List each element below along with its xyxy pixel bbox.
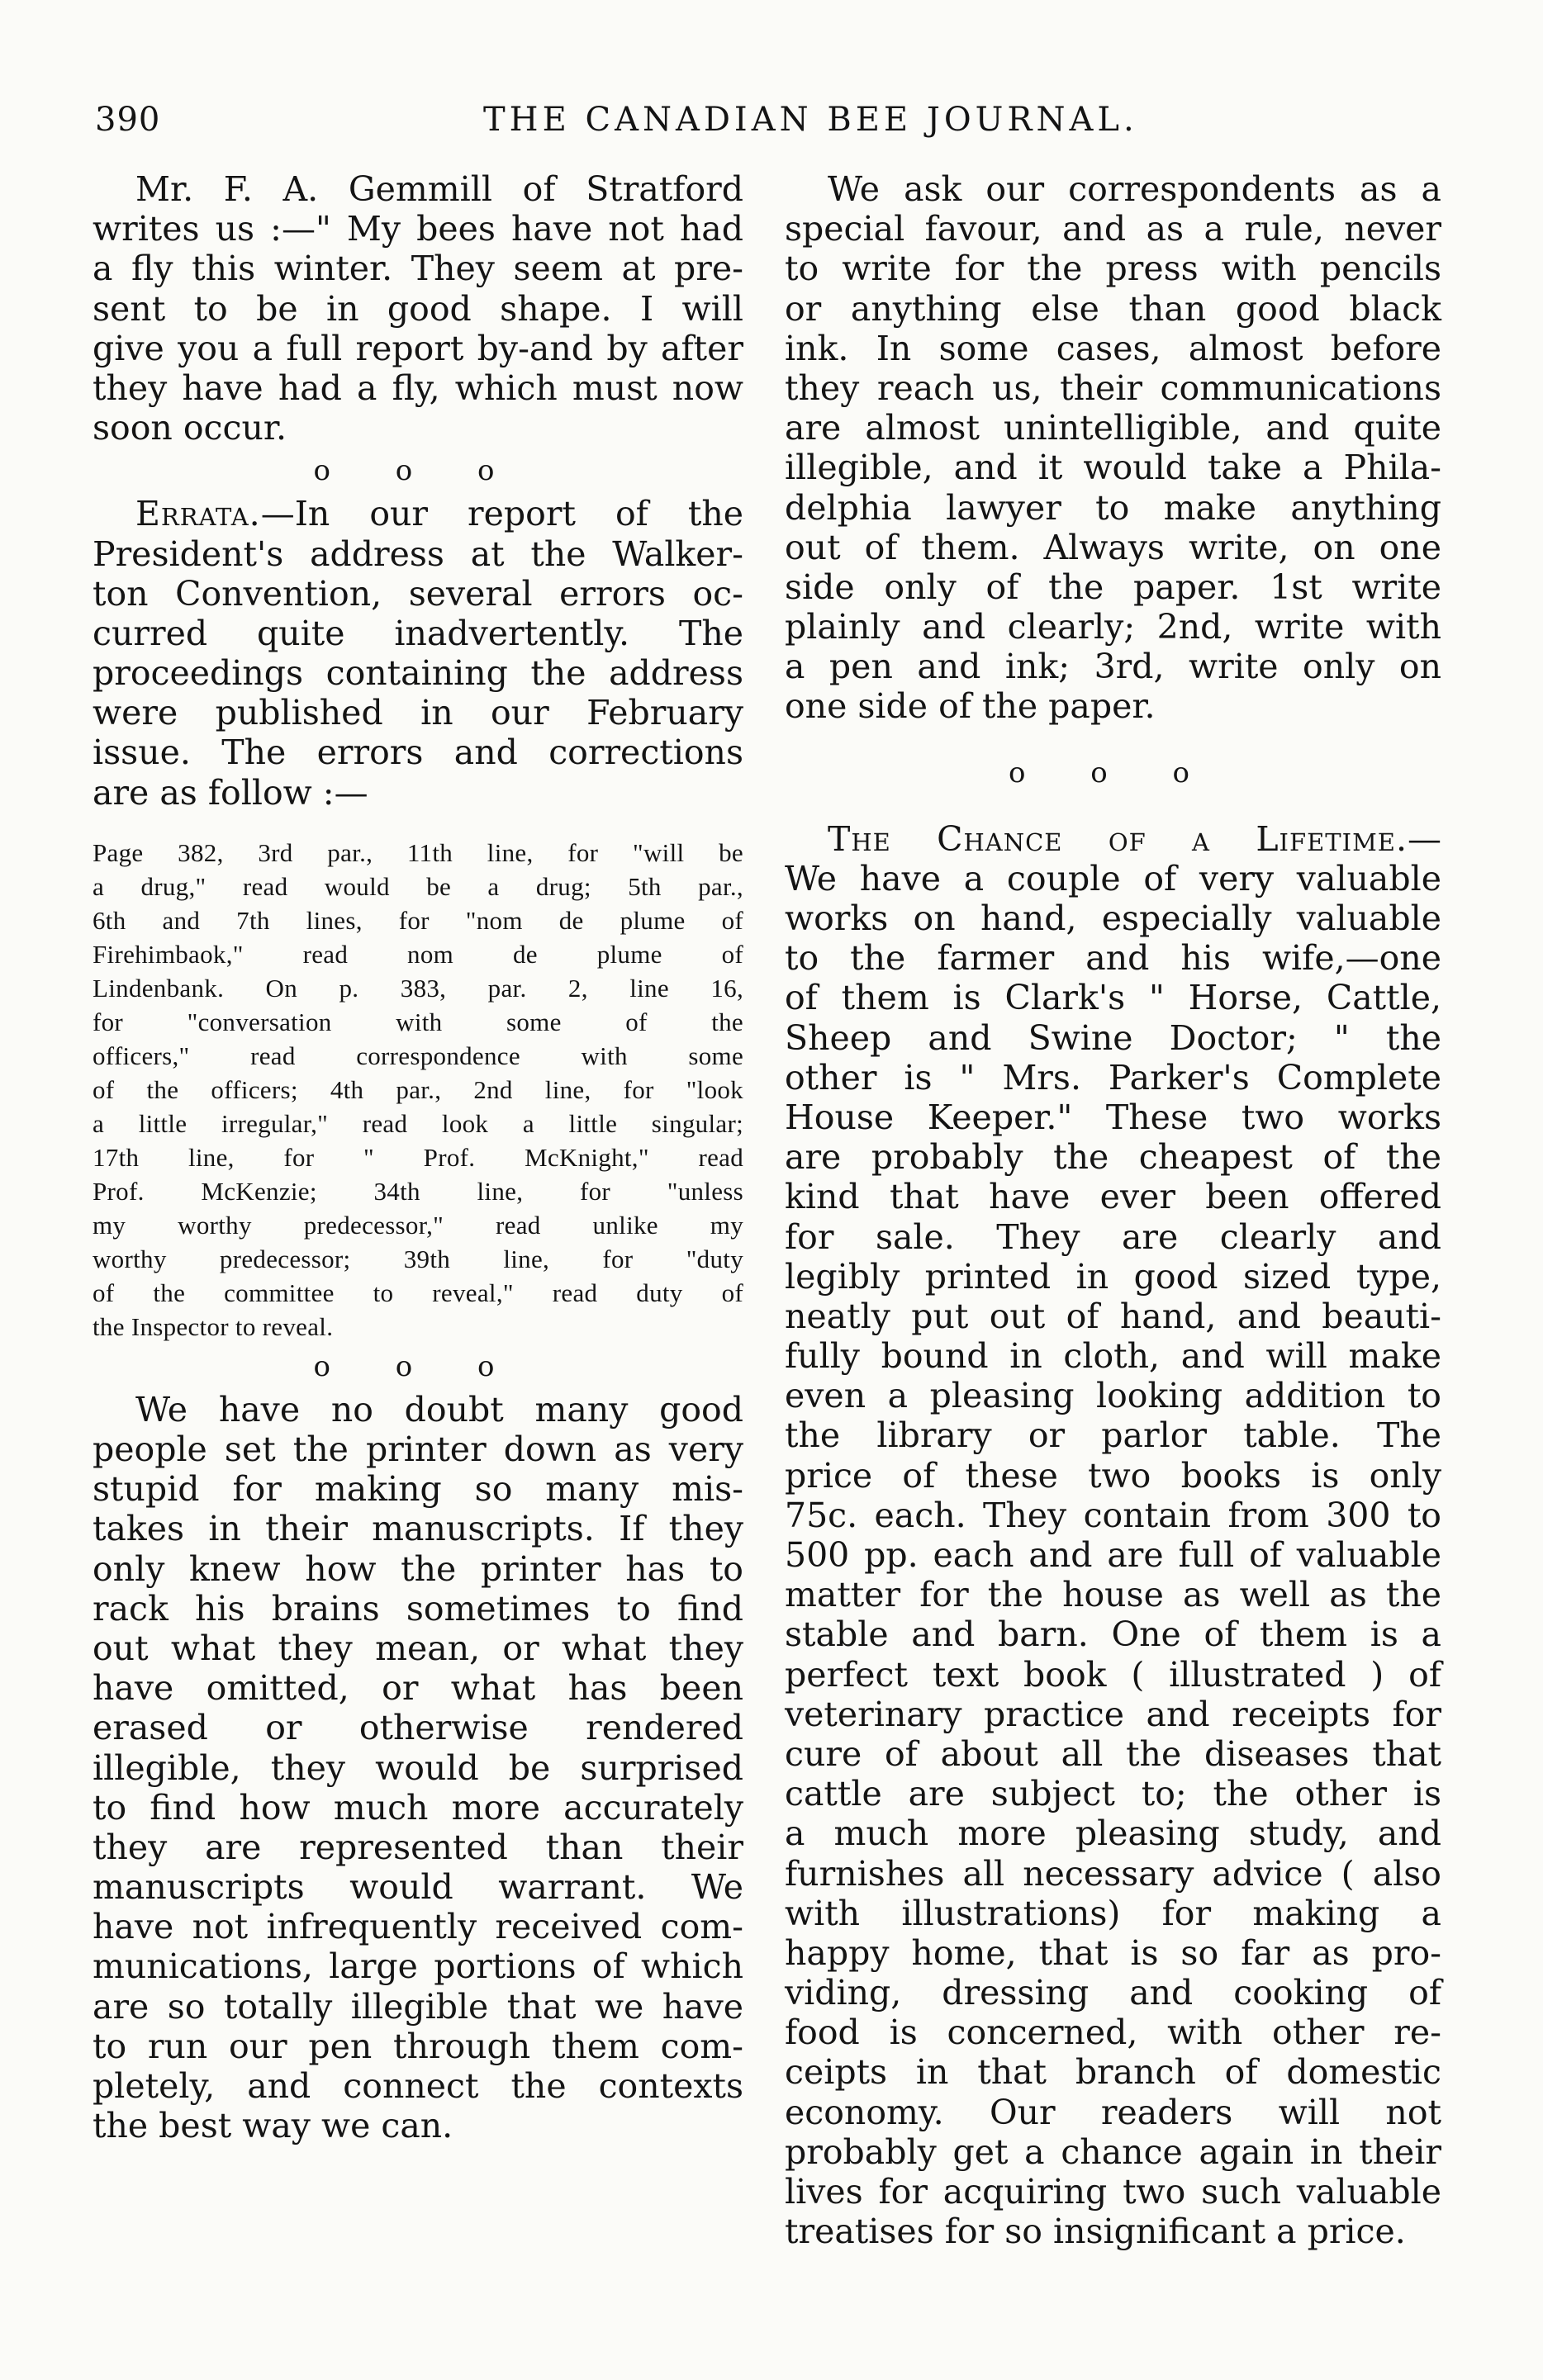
correction-line: officers," read correspondence with some: [93, 1041, 743, 1070]
text-line: to find how much more accurately: [93, 1787, 743, 1828]
text-line: only knew how the printer has to: [93, 1548, 743, 1589]
correction-line: the Inspector to reveal.: [93, 1311, 334, 1341]
text-line: price of these two books is only: [785, 1455, 1441, 1496]
text-line: illegible, they would be surprised: [93, 1747, 743, 1788]
running-head: THE CANADIAN BEE JOURNAL.: [483, 101, 1138, 139]
correction-line: a drug," read would be a drug; 5th par.,: [93, 871, 743, 901]
text-line: writes us :—" My bees have not had: [93, 209, 743, 249]
text-line: kind that have ever been offered: [785, 1177, 1441, 1217]
text-line: rack his brains sometimes to find: [93, 1588, 743, 1629]
text-line: happy home, that is so far as pro-: [785, 1932, 1441, 1973]
text-line: perfect text book ( illustrated ) of: [785, 1654, 1441, 1695]
page-number: 390: [95, 101, 161, 139]
text-line: were published in our February: [93, 693, 743, 733]
text-line: cure of about all the diseases that: [785, 1733, 1441, 1774]
text-line: of them is Clark's " Horse, Cattle,: [785, 978, 1441, 1018]
text-line: erased or otherwise rendered: [93, 1708, 743, 1748]
errata-heading-rest: —In our report of the: [260, 494, 743, 534]
chance-heading-dash: —: [1408, 818, 1441, 859]
text-line: pletely, and connect the contexts: [93, 2066, 743, 2106]
text-line: plainly and clearly; 2nd, write with: [785, 607, 1441, 647]
correction-line: of the committee to reveal," read duty of: [93, 1278, 743, 1307]
text-line: We have no doubt many good: [135, 1389, 743, 1429]
text-line: even a pleasing looking addition to: [785, 1376, 1441, 1416]
correspondents-paragraph: [785, 169, 1441, 727]
text-line: cattle are subject to; the other is: [785, 1774, 1441, 1814]
text-line: neatly put out of hand, and beauti-: [785, 1296, 1441, 1336]
correction-line: of the officers; 4th par., 2nd line, for "look: [93, 1074, 743, 1104]
text-line: are almost unintelligible, and quite: [785, 408, 1441, 448]
text-line: fully bound in cloth, and will make: [785, 1336, 1441, 1377]
text-line: delphia lawyer to make anything: [785, 487, 1441, 528]
correction-line: Firehimbaok," read nom de plume of: [93, 939, 743, 969]
text-line: Sheep and Swine Doctor; " the: [785, 1017, 1441, 1058]
text-line: special favour, and as a rule, never: [785, 209, 1441, 249]
text-line: to run our pen through them com-: [93, 2026, 743, 2066]
text-line: have omitted, or what has been: [93, 1668, 743, 1709]
text-line: the library or parlor table. The: [785, 1415, 1441, 1456]
text-line: We have a couple of very valuable: [785, 858, 1441, 898]
text-line: illegible, and it would take a Phila-: [785, 448, 1441, 488]
text-line: curred quite inadvertently. The: [93, 613, 743, 653]
text-line: works on hand, especially valuable: [785, 898, 1441, 938]
correction-line: my worthy predecessor," read unlike my: [93, 1210, 743, 1240]
text-line: a much more pleasing study, and: [785, 1813, 1441, 1854]
text-line: food is concerned, with other re-: [785, 2013, 1441, 2053]
text-line: with illustrations) for making a: [785, 1893, 1441, 1933]
text-line: lives for acquiring two such valuable: [785, 2172, 1441, 2212]
text-line: sent to be in good shape. I will: [93, 288, 743, 329]
text-line: manuscripts would warrant. We: [93, 1867, 743, 1908]
text-line: a pen and ink; 3rd, write only on: [785, 647, 1441, 687]
text-line: 500 pp. each and are full of valuable: [785, 1535, 1441, 1575]
section-separator: o o o: [1008, 756, 1218, 789]
text-line: soon occur.: [93, 408, 287, 448]
section-separator: o o o: [313, 1349, 523, 1383]
text-line: 75c. each. They contain from 300 to: [785, 1495, 1441, 1535]
text-line: they reach us, their communications: [785, 367, 1441, 408]
gemmill-paragraph: [93, 169, 743, 448]
chance-heading-line: [785, 819, 1441, 859]
printer-paragraph: [93, 1390, 743, 2146]
text-line: munications, large portions of which: [93, 1946, 743, 1987]
left-column: [93, 169, 743, 2145]
correction-line: Prof. McKenzie; 34th line, for "unless: [93, 1176, 743, 1206]
text-line: for sale. They are clearly and: [785, 1216, 1441, 1257]
errata-heading: Errata.: [135, 494, 261, 534]
text-line: veterinary practice and receipts for: [785, 1694, 1441, 1734]
text-line: ink. In some cases, almost before: [785, 328, 1441, 368]
text-line: issue. The errors and corrections: [93, 732, 743, 773]
text-line: takes in their manuscripts. If they: [93, 1509, 743, 1549]
text-line: viding, dressing and cooking of: [785, 1973, 1441, 2013]
text-line: are as follow :—: [93, 772, 368, 813]
errata-first-line: [93, 494, 743, 533]
correction-line: Lindenbank. On p. 383, par. 2, line 16,: [93, 973, 743, 1003]
text-line: treatises for so insignificant a price.: [785, 2212, 1406, 2252]
text-line: legibly printed in good sized type,: [785, 1256, 1441, 1297]
text-line: Mr. F. A. Gemmill of Stratford: [135, 169, 743, 209]
text-line: a fly this winter. They seem at pre-: [93, 249, 743, 289]
text-line: ceipts in that branch of domestic: [785, 2052, 1441, 2093]
text-line: stupid for making so many mis-: [93, 1469, 743, 1510]
text-line: furnishes all necessary advice ( also: [785, 1853, 1441, 1894]
right-column: [785, 169, 1441, 2251]
text-line: stable and barn. One of them is a: [785, 1614, 1441, 1655]
text-line: matter for the house as well as the: [785, 1575, 1441, 1615]
correction-line: a little irregular," read look a little singular;: [93, 1108, 743, 1138]
text-line: one side of the paper.: [785, 686, 1156, 727]
text-line: to the farmer and his wife,—one: [785, 938, 1441, 979]
text-line: side only of the paper. 1st write: [785, 567, 1441, 607]
correction-line: 17th line, for " Prof. McKnight," read: [93, 1142, 743, 1172]
text-line: House Keeper." These two works: [785, 1097, 1441, 1137]
text-line: are so totally illegible that we have: [93, 1986, 743, 2027]
text-line: out of them. Always write, on one: [785, 527, 1441, 567]
text-line: or anything else than good black: [785, 288, 1441, 329]
text-line: are probably the cheapest of the: [785, 1137, 1441, 1178]
chance-paragraph: [785, 819, 1441, 2252]
text-line: give you a full report by-and by after: [93, 328, 743, 368]
text-line: people set the printer down as very: [93, 1429, 743, 1469]
correction-line: for "conversation with some of the: [93, 1007, 743, 1036]
section-separator: o o o: [313, 454, 523, 488]
text-line: have not infrequently received com-: [93, 1907, 743, 1947]
text-line: economy. Our readers will not: [785, 2092, 1441, 2132]
chance-heading: The Chance of a Lifetime.: [828, 818, 1408, 859]
errata-paragraph: [93, 494, 743, 813]
text-line: to write for the press with pencils: [785, 249, 1441, 289]
text-line: the best way we can.: [93, 2106, 453, 2146]
correction-line: Page 382, 3rd par., 11th line, for "will be: [93, 837, 743, 867]
text-line: ton Convention, several errors oc-: [93, 573, 743, 614]
page-header: [95, 101, 1450, 150]
text-line: probably get a chance again in their: [785, 2131, 1441, 2172]
text-line: they are represented than their: [93, 1827, 743, 1867]
text-line: We ask our correspondents as a: [828, 169, 1441, 209]
corrections-list: [93, 836, 743, 1344]
text-line: President's address at the Walker-: [93, 533, 743, 574]
text-line: out what they mean, or what they: [93, 1628, 743, 1668]
text-line: they have had a fly, which must now: [93, 367, 743, 408]
text-line: other is " Mrs. Parker's Complete: [785, 1057, 1441, 1098]
correction-line: worthy predecessor; 39th line, for "duty: [93, 1244, 743, 1273]
text-line: proceedings containing the address: [93, 653, 743, 694]
correction-line: 6th and 7th lines, for "nom de plume of: [93, 905, 743, 935]
